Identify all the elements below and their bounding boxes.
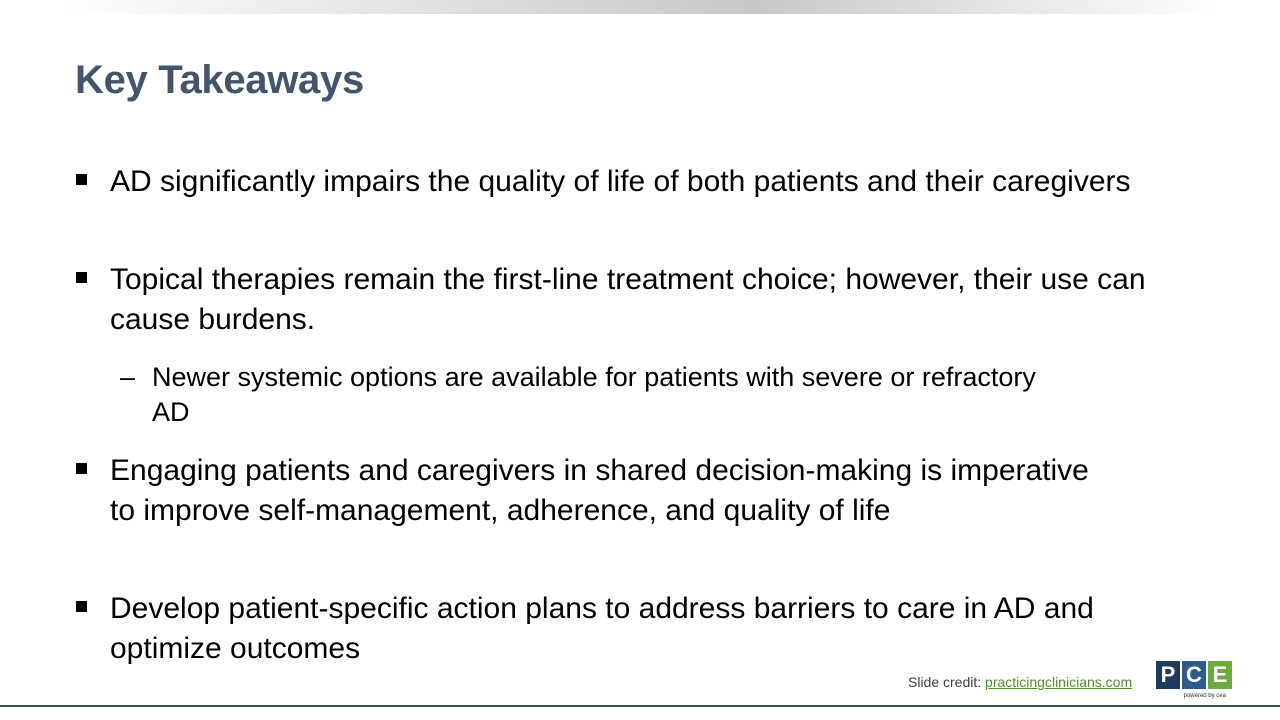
bottom-divider bbox=[0, 705, 1280, 707]
logo-letter-c: C bbox=[1182, 661, 1206, 689]
slide-credit-label: Slide credit: bbox=[908, 674, 986, 690]
slide-credit-link[interactable]: practicingclinicians.com bbox=[985, 674, 1133, 690]
bullet-3-text: Engaging patients and caregivers in shared decision-making is imperative to improve self-management, adherence, and quality of life bbox=[110, 454, 1089, 527]
logo-letter-p: P bbox=[1156, 661, 1180, 689]
bullet-4 bbox=[110, 589, 1180, 669]
slide-title: Key Takeaways bbox=[75, 58, 364, 102]
slide-credit bbox=[908, 674, 1132, 690]
square-bullet-icon bbox=[76, 174, 87, 185]
sub-bullet-1 bbox=[120, 360, 1072, 430]
bullet-2-text: Topical therapies remain the first-line treatment choice; however, their use can cause burdens. bbox=[110, 263, 1146, 336]
bullet-3 bbox=[110, 451, 1100, 531]
bullet-4-text: Develop patient-specific action plans to address barriers to care in AD and optimize outcomes bbox=[110, 592, 1094, 665]
square-bullet-icon bbox=[76, 272, 87, 283]
sub-bullet-1-text: Newer systemic options are available for patients with severe or refractory AD bbox=[152, 362, 1036, 427]
square-bullet-icon bbox=[76, 601, 87, 612]
square-bullet-icon bbox=[76, 463, 87, 474]
logo-letter-e: E bbox=[1208, 661, 1232, 689]
logo-tagline: powered by cea bbox=[1183, 693, 1226, 699]
pce-logo bbox=[1156, 661, 1234, 703]
dash-bullet-icon: – bbox=[120, 362, 136, 392]
bullet-1-text: AD significantly impairs the quality of life of both patients and their caregivers bbox=[110, 165, 1131, 198]
bullet-1 bbox=[110, 162, 1210, 202]
bullet-2 bbox=[110, 260, 1200, 340]
